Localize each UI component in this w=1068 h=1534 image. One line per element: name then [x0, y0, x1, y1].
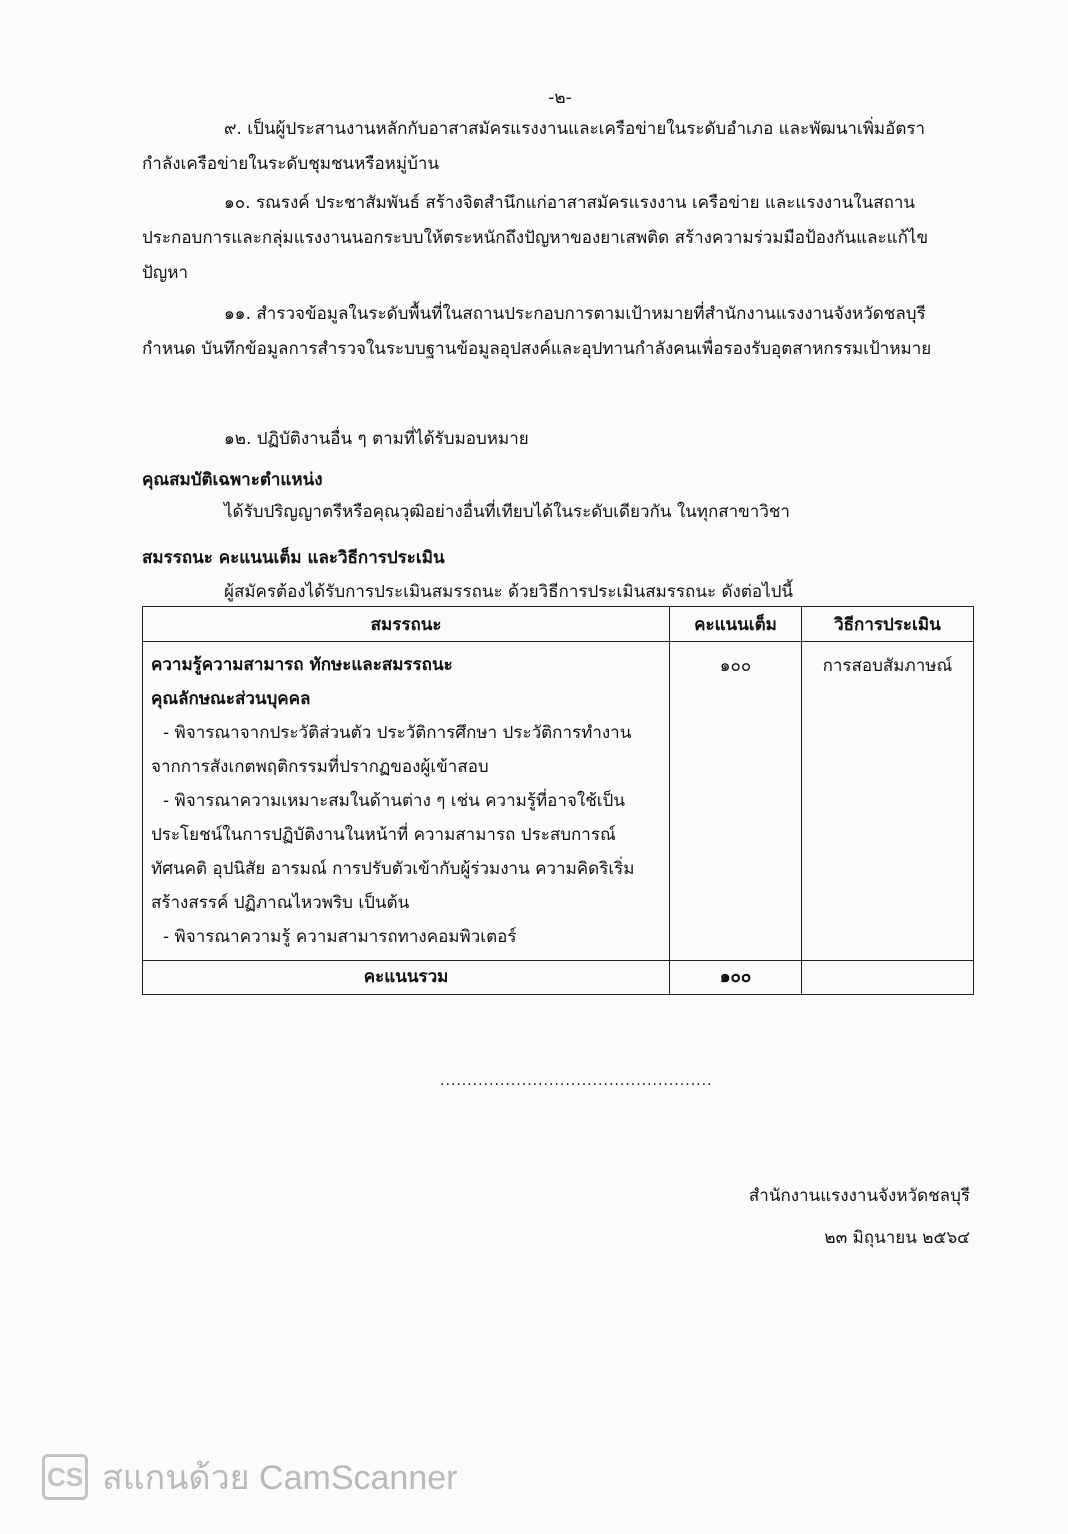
qualification-heading: คุณสมบัติเฉพาะตำแหน่ง — [142, 470, 323, 490]
duty-item-10: ๑๐. รณรงค์ ประชาสัมพันธ์ สร้างจิตสำนึกแก่อาสาสมัครแรงงาน เครือข่าย และแรงงานในสถานประกอบการและกลุ่มแรงงานนอกระบบให้ตระหนักถึงปัญหาของยาเสพติด สร้างความร่วมมือป้องกันและแก้ไขปัญหา — [142, 193, 929, 283]
signoff-office: สำนักงานแรงงานจังหวัดชลบุรี — [748, 1186, 970, 1206]
page-number: -๒- — [548, 88, 572, 108]
total-method-empty — [801, 961, 973, 995]
camscanner-watermark — [42, 1450, 457, 1504]
table-row — [143, 642, 974, 961]
competency-heading: สมรรถนะ คะแนนเต็ม และวิธีการประเมิน — [142, 548, 445, 568]
end-separator: .................................................. — [440, 1073, 713, 1089]
competency-table — [142, 606, 974, 995]
criteria-bullet-2-cont-3: สร้างสรรค์ ปฏิภาณไหวพริบ เป็นต้น — [151, 893, 410, 913]
criteria-bullet-1-cont: จากการสังเกตพฤติกรรมที่ปรากฏของผู้เข้าสอบ — [151, 757, 489, 777]
table-header-row — [143, 607, 974, 642]
signoff-date: ๒๓ มิถุนายน ๒๕๖๔ — [824, 1228, 970, 1248]
header-competency: สมรรถนะ — [143, 607, 670, 642]
duty-item-9: ๙. เป็นผู้ประสานงานหลักกับอาสาสมัครแรงงานและเครือข่ายในระดับอำเภอ และพัฒนาเพิ่มอัตรากำลังเครือข่ายในระดับชุมชนหรือหมู่บ้าน — [142, 119, 926, 174]
competency-title-2: คุณลักษณะส่วนบุคคล — [151, 689, 311, 709]
criteria-bullet-1: - พิจารณาจากประวัติส่วนตัว ประวัติการศึกษา ประวัติการทำงาน — [163, 723, 632, 743]
criteria-bullet-2-cont-1: ประโยชน์ในการปฏิบัติงานในหน้าที่ ความสามารถ ประสบการณ์ — [151, 825, 616, 845]
method-cell: การสอบสัมภาษณ์ — [801, 642, 973, 961]
competency-cell — [143, 642, 670, 961]
criteria-bullet-3: - พิจารณาความรู้ ความสามารถทางคอมพิวเตอร์ — [163, 927, 517, 947]
competency-intro: ผู้สมัครต้องได้รับการประเมินสมรรถนะ ด้วยวิธีการประเมินสมรรถนะ ดังต่อไปนี้ — [224, 582, 794, 602]
duty-item-12: ๑๒. ปฏิบัติงานอื่น ๆ ตามที่ได้รับมอบหมาย — [224, 429, 529, 449]
total-label: คะแนนรวม — [143, 961, 670, 995]
header-full-score: คะแนนเต็ม — [670, 607, 802, 642]
score-cell: ๑๐๐ — [670, 642, 802, 961]
criteria-bullet-2: - พิจารณาความเหมาะสมในด้านต่าง ๆ เช่น ความรู้ที่อาจใช้เป็น — [163, 791, 625, 811]
duty-item-11: ๑๑. สำรวจข้อมูลในระดับพื้นที่ในสถานประกอบการตามเป้าหมายที่สำนักงานแรงงานจังหวัดชลบุรีกำหนด บันทึกข้อมูลการสำรวจในระบบฐานข้อมูลอุปสงค์และอุปทานกำลังคนเพื่อรองรับอุตสาหกรรมเป้าหมาย — [142, 304, 932, 359]
total-score: ๑๐๐ — [670, 961, 802, 995]
total-row — [143, 961, 974, 995]
qualification-text: ได้รับปริญญาตรีหรือคุณวุฒิอย่างอื่นที่เทียบได้ในระดับเดียวกัน ในทุกสาขาวิชา — [224, 502, 790, 522]
competency-title-1: ความรู้ความสามารถ ทักษะและสมรรถนะ — [151, 655, 453, 675]
criteria-bullet-2-cont-2: ทัศนคติ อุปนิสัย อารมณ์ การปรับตัวเข้ากับผู้ร่วมงาน ความคิดริเริ่ม — [151, 859, 635, 879]
camscanner-logo-icon: CS — [42, 1454, 88, 1500]
watermark-text: สแกนด้วย CamScanner — [102, 1459, 458, 1497]
header-method: วิธีการประเมิน — [801, 607, 973, 642]
